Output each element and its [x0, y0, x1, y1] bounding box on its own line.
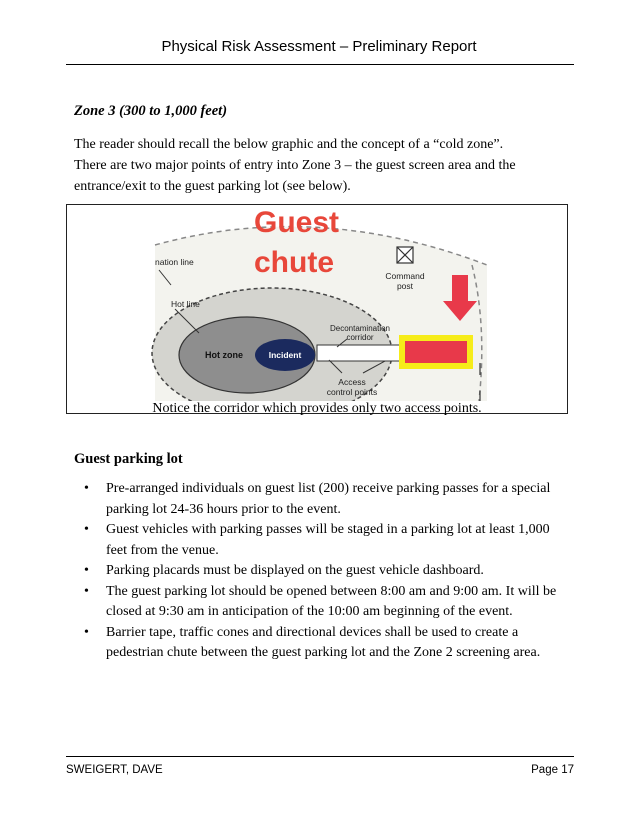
decontamination-line-label: nation line — [155, 257, 194, 267]
bullet-icon: • — [84, 481, 89, 496]
hot-zone-label: Hot zone — [205, 350, 243, 360]
footer-author: SWEIGERT, DAVE — [66, 764, 163, 776]
bullet-text: Barrier tape, traffic cones and directional devices shall be used to create a pedestrian chute between the guest parking lot and the Zone 2 screening area. — [106, 624, 541, 660]
list-item — [84, 520, 564, 561]
bullet-text: The guest parking lot should be opened between 8:00 am and 9:00 am. It will be closed at 9:30 am in anticipation of the 10:00 am beginning of the event. — [106, 583, 557, 619]
zone3-line: The reader should recall the below graphic and the concept of a “cold zone”. — [74, 137, 504, 152]
list-item — [84, 479, 564, 520]
bullet-text: Guest vehicles with parking passes will be staged in a parking lot at least 1,000 feet from the venue. — [106, 522, 550, 558]
zone-diagram — [67, 205, 567, 401]
figure-caption: Notice the corridor which provides only two access points. — [152, 401, 482, 416]
header-rule — [66, 64, 574, 65]
bullet-text: Parking placards must be displayed on the guest vehicle dashboard. — [106, 563, 484, 578]
zone3-paragraph — [74, 134, 574, 197]
zone-diagram-figure — [66, 204, 568, 414]
command-post-label-2: post — [396, 281, 414, 291]
hot-line-label: Hot line — [171, 299, 200, 309]
incident-label: Incident — [268, 350, 302, 360]
parking-bullet-list — [84, 479, 564, 664]
zone3-line: There are two major points of entry into Zone 3 – the guest screen area and the — [74, 158, 516, 173]
list-item — [84, 623, 564, 664]
bullet-icon: • — [84, 583, 89, 599]
list-item — [84, 561, 564, 582]
page-header: Physical Risk Assessment – Preliminary Report — [161, 38, 477, 55]
guest-chute-box — [405, 341, 467, 363]
decon-corridor-label-1: Decontamination — [329, 324, 391, 333]
zone3-heading: Zone 3 (300 to 1,000 feet) — [74, 103, 228, 119]
list-item — [84, 582, 564, 623]
bullet-icon: • — [84, 522, 89, 537]
access-points-label-1: Access — [338, 377, 366, 387]
zone3-line: entrance/exit to the guest parking lot (see below). — [74, 179, 351, 194]
bullet-text: Pre-arranged individuals on guest list (200) receive parking passes for a special parking lot 24-36 hours prior to the event. — [106, 481, 551, 517]
bullet-icon: • — [84, 563, 89, 578]
bullet-icon: • — [84, 624, 89, 640]
decon-corridor — [317, 345, 407, 361]
guest-title: Guest — [254, 206, 340, 239]
footer-page-number: Page 17 — [531, 764, 574, 776]
access-points-label-2: control points — [326, 387, 378, 397]
command-post-label-1: Command — [385, 271, 425, 281]
parking-heading: Guest parking lot — [74, 451, 183, 467]
footer-rule — [66, 756, 574, 757]
chute-title: chute — [254, 246, 335, 279]
decon-corridor-label-2: corridor — [346, 333, 374, 342]
